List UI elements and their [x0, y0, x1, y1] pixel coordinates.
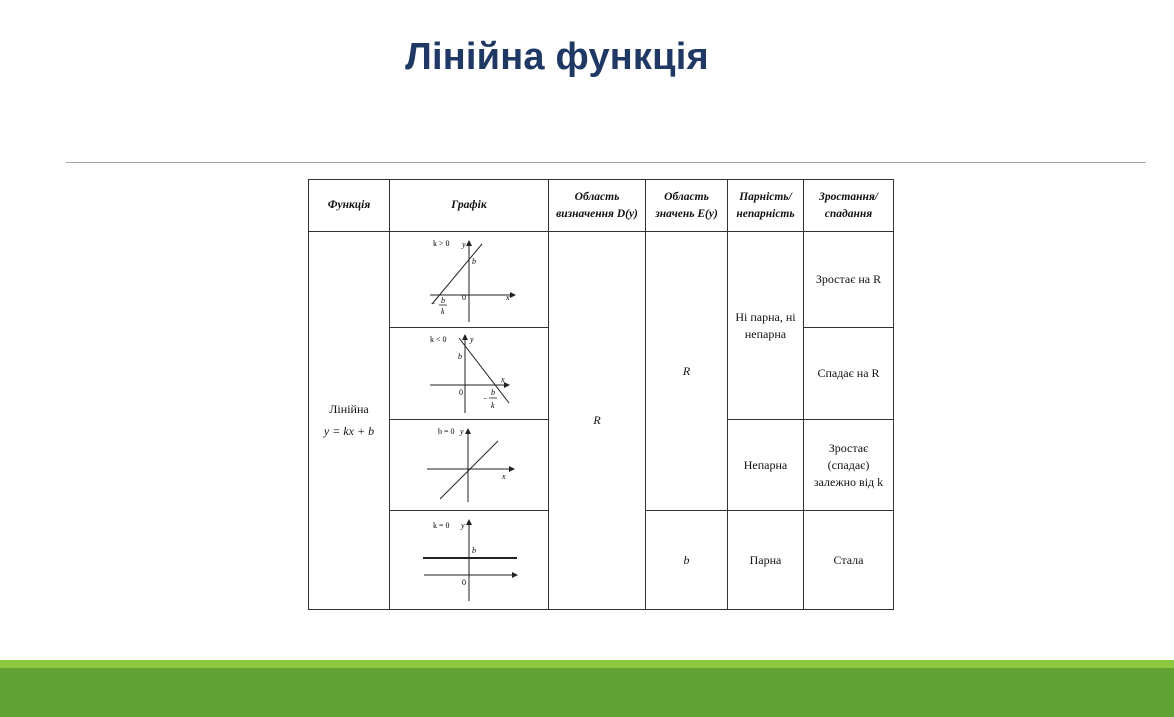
mono-increasing: Зростає на R: [804, 232, 894, 328]
y-axis-label: y: [461, 521, 465, 530]
parity-neither: Ні парна, ні непарна: [728, 232, 804, 420]
header-monotonicity: Зростання/ спадання: [804, 180, 894, 232]
function-cell: [309, 232, 390, 610]
graph-k-positive: [390, 232, 549, 328]
mono-decreasing: Спадає на R: [804, 328, 894, 420]
graph-k-zero: [390, 511, 549, 610]
frac-minus: −: [483, 394, 488, 403]
graph-b-zero: [390, 420, 549, 511]
frac-denominator: k: [441, 307, 445, 316]
mono-const: Стала: [804, 511, 894, 610]
graph-condition: b = 0: [438, 427, 455, 436]
origin-label: 0: [459, 388, 463, 397]
y-axis-label: y: [462, 240, 466, 249]
header-range: Область значень E(y): [646, 180, 728, 232]
x-axis-label: x: [502, 472, 506, 481]
b-label: b: [472, 546, 476, 555]
frac-numerator: b: [491, 388, 495, 397]
header-row: [309, 180, 894, 232]
x-axis-label: x: [501, 375, 505, 384]
mono-dependent: Зростає (спадає) залежно від k: [804, 420, 894, 511]
y-axis-label: y: [470, 335, 474, 344]
parity-even: Парна: [728, 511, 804, 610]
x-axis-label: x: [506, 293, 510, 302]
range-const: b: [646, 511, 728, 610]
function-name: Лінійна: [329, 402, 369, 416]
linear-function-table: [308, 179, 894, 610]
frac-minus: −: [431, 299, 436, 308]
header-function: Функція: [309, 180, 390, 232]
range-main: R: [646, 232, 728, 511]
origin-label: 0: [462, 293, 466, 302]
graph-k-negative: [390, 328, 549, 420]
y-axis-label: y: [460, 427, 464, 436]
frac-denominator: k: [491, 401, 495, 410]
header-domain: Область визначення D(y): [549, 180, 646, 232]
domain-value: R: [549, 232, 646, 610]
footer-accent-bar: [0, 660, 1174, 668]
table-row: [309, 232, 894, 328]
b-label: b: [458, 352, 462, 361]
header-graph: Графік: [390, 180, 549, 232]
graph-condition: k > 0: [433, 239, 450, 248]
slide-title: Лінійна функція: [405, 36, 709, 78]
function-formula: y = kx + b: [323, 424, 375, 438]
graph-condition: k < 0: [430, 335, 447, 344]
graph-condition: k = 0: [433, 521, 450, 530]
origin-label: 0: [462, 578, 466, 587]
b-label: b: [472, 257, 476, 266]
frac-numerator: b: [441, 296, 445, 305]
title-divider: [66, 162, 1146, 163]
parity-odd: Непарна: [728, 420, 804, 511]
footer-bar: [0, 668, 1174, 717]
header-parity: Парність/ непарність: [728, 180, 804, 232]
